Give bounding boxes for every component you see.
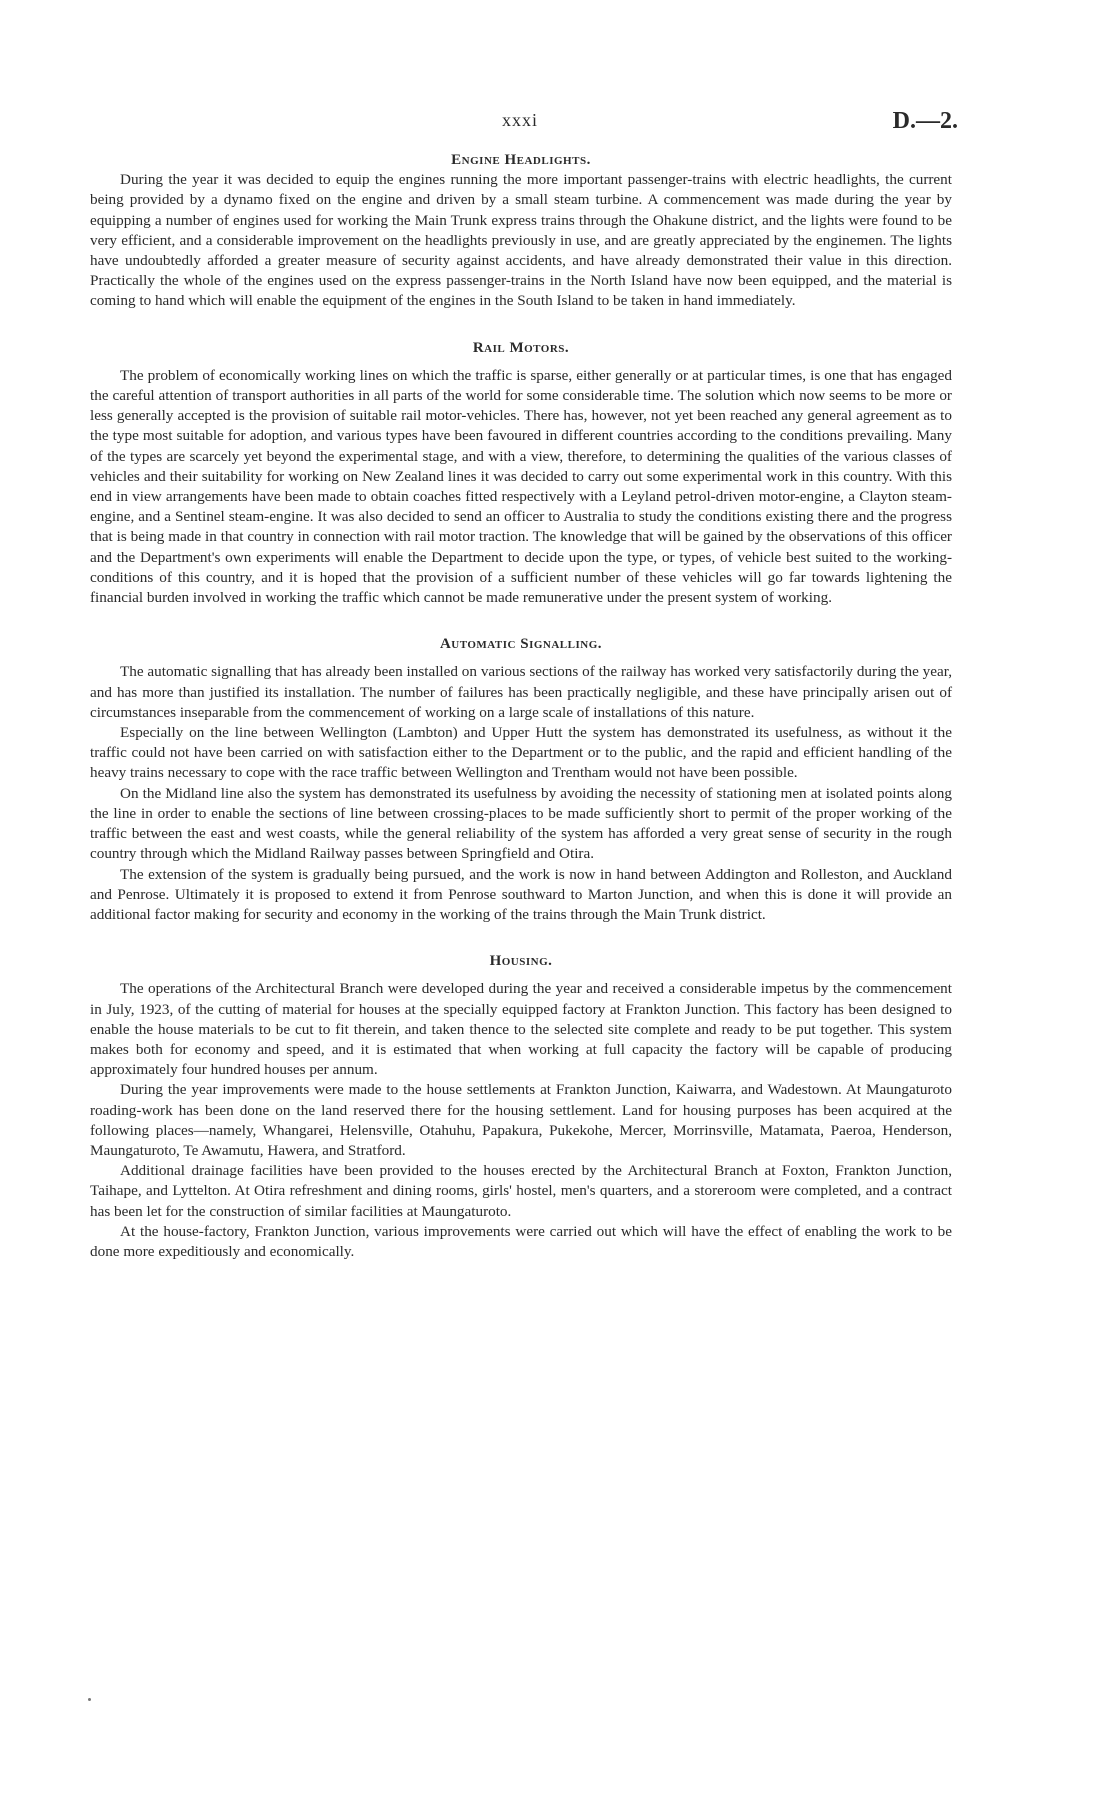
section-automatic-signalling	[90, 634, 952, 925]
document-reference: D.—2.	[892, 108, 958, 134]
document-body	[90, 150, 952, 1288]
paragraph: During the year improvements were made to the house settlements at Frankton Junction, Kaiwarra, and Wadestown. At Maungaturoto roading-work has been done on the land reserved there for the housing settlement. Land for housing purposes has been acquired at the following places—namely, Whangarei, Helensville, Otahuhu, Papakura, Pukekohe, Mercer, Morrinsville, Matamata, Paeroa, Henderson, Maungaturoto, Te Awamutu, Hawera, and Stratford.	[90, 1081, 952, 1159]
paragraph: Additional drainage facilities have been provided to the houses erected by the Architectural Branch at Foxton, Frankton Junction, Taihape, and Lyttelton. At Otira refreshment and dining rooms, girls' hostel, men's quarters, and a storeroom were completed, and a contract has been let for the construction of similar facilities at Maungaturoto.	[90, 1162, 952, 1220]
paragraph: The problem of economically working lines on which the traffic is sparse, either generally or at particular times, is one that has engaged the careful attention of transport authorities in all parts of the world for some considerable time. The solution which now seems to be more or less generally accepted is the provision of suitable rail motor-vehicles. There has, however, not yet been reached any general agreement as to the type most suitable for adoption, and various types have been favoured in different countries according to the conditions prevailing. Many of the types are scarcely yet beyond the experimental stage, and with a view, therefore, to determining the qualities of the various classes of vehicles and their suitability for working on New Zealand lines it was decided to carry out some experimental work in this country. With this end in view arrangements have been made to obtain coaches fitted respectively with a Leyland petrol-driven motor-engine, a Clayton steam-engine, and a Sentinel steam-engine. It was also decided to send an officer to Australia to study the conditions existing there and the progress that is being made in that country in connection with rail motor traction. The knowledge that will be gained by the observations of this officer and the Department's own experiments will enable the Department to decide upon the type, or types, of vehicle best suited to the working-conditions of this country, and it is hoped that the provision of a sufficient number of these vehicles will go far towards lightening the financial burden involved in working the traffic which cannot be made remunerative under the present system of working.	[90, 366, 952, 607]
paragraph: On the Midland line also the system has demonstrated its usefulness by avoiding the necessity of stationing men at isolated points along the line in order to enable the sections of line between crossing-places to be made sufficiently short to permit of the proper working of the traffic between the east and west coasts, while the general reliability of the system has afforded a very great sense of security in the rough country through which the Midland Railway passes between Springfield and Otira.	[90, 784, 952, 863]
paragraph: The automatic signalling that has already been installed on various sections of the railway has worked very satisfactorily during the year, and has more than justified its installation. The number of failures has been practically negligible, and these have principally arisen out of circumstances inseparable from the commencement of working on a large scale of installations of this nature.	[90, 663, 952, 721]
section-heading: Rail Motors.	[472, 339, 570, 356]
section-heading: Engine Headlights.	[451, 152, 591, 168]
paragraph: At the house-factory, Frankton Junction, various improvements were carried out which will have the effect of enabling the work to be done more expeditiously and economically.	[90, 1222, 952, 1260]
paragraph: During the year it was decided to equip the engines running the more important passenger-trains with electric headlights, the current being provided by a dynamo fixed on the engine and driven by a small steam turbine. A commencement was made during the year by equipping a number of engines used for working the Main Trunk express trains through the Ohakune district, and the lights were found to be very efficient, and a considerable improvement on the headlights previously in use, and are greatly appreciated by the enginemen. The lights have undoubtedly afforded a greater measure of security against accidents, and have already demonstrated their value in this direction. Practically the whole of the engines used on the express passenger-trains in the North Island have now been equipped, and the material is coming to hand which will enable the equipment of the engines in the South Island to be taken in hand immediately.	[90, 171, 952, 310]
paragraph: Especially on the line between Wellington (Lambton) and Upper Hutt the system has demonstrated its usefulness, as without it the traffic could not have been carried on with satisfaction either to the Department or to the public, and the rapid and efficient handling of the heavy trains necessary to cope with the race traffic between Wellington and Trentham would not have been possible.	[90, 724, 952, 782]
section-rail-motors	[90, 338, 952, 609]
page-header	[90, 108, 958, 138]
paragraph: The extension of the system is gradually being pursued, and the work is now in hand between Addington and Rolleston, and Auckland and Penrose. Ultimately it is proposed to extend it from Penrose southward to Marton Junction, and when this is done it will provide an additional factor making for security and economy in the working of the trains through the Main Trunk district.	[90, 865, 952, 923]
section-engine-headlights	[90, 150, 952, 312]
section-housing	[90, 951, 952, 1262]
paragraph: The operations of the Architectural Branch were developed during the year and received a considerable impetus by the commencement in July, 1923, of the cutting of material for houses at the specially equipped factory at Frankton Junction. This factory has been designed to enable the house materials to be cut to fit therein, and taken thence to the selected site complete and ready to be put together. This system makes both for economy and speed, and it is estimated that when working at full capacity the factory will be capable of producing approximately four hundred houses per annum.	[90, 980, 952, 1079]
page-number: xxxi	[501, 110, 538, 130]
section-heading: Automatic Signalling.	[439, 636, 603, 653]
section-heading: Housing.	[489, 953, 553, 970]
ink-speck	[88, 1698, 91, 1701]
